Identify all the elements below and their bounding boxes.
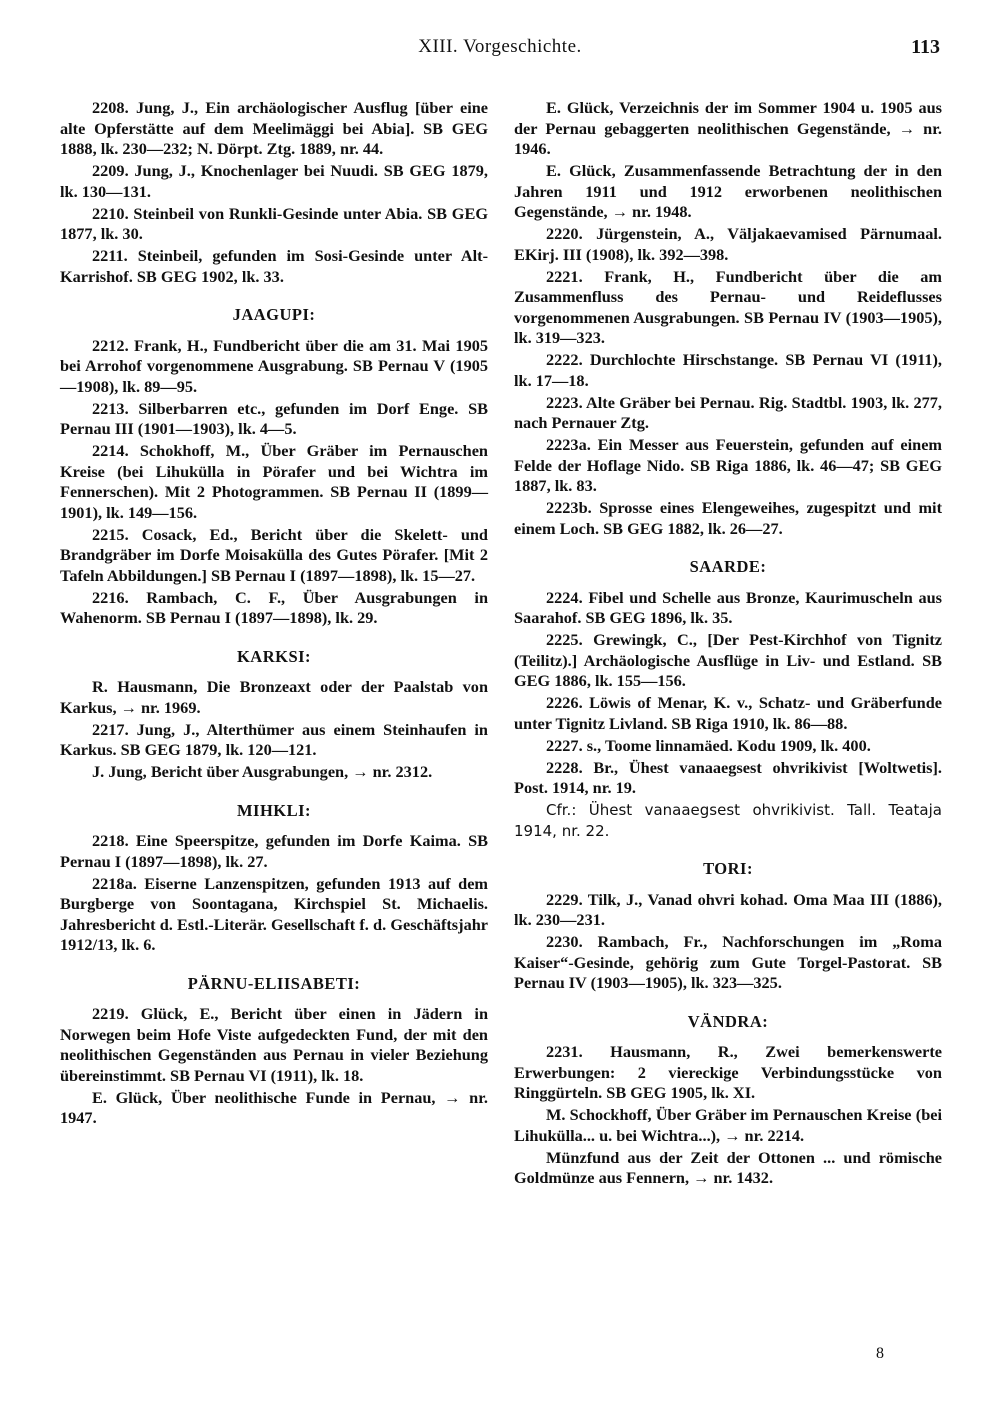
bibliography-entry: 2218. Eine Speerspitze, gefunden im Dorfe Kaima. SB Pernau I (1897—1898), lk. 27. [60,831,488,871]
bibliography-entry: 2212. Frank, H., Fundbericht über die am 31. Mai 1905 bei Arrohof vorgenommene Ausgrabung. SB Pernau V (1905—1908), lk. 89—95. [60,335,488,396]
bibliography-entry: 2221. Frank, H., Fundbericht über die am Zusammenfluss des Pernau- und Reideflusses vorgenommenen Ausgrabungen. SB Pernau IV (1903—1905), lk. 319—323. [514,266,942,347]
bibliography-entry: M. Schockhoff, Über Gräber im Pernauschen Kreise (bei Lihuküllа... u. bei Wichtra...), → nr. 2214. [514,1105,942,1145]
bibliography-entry: J. Jung, Bericht über Ausgrabungen, → nr. 2312. [92,762,433,781]
bibliography-entry: 2209. Jung, J., Knochenlager bei Nuudi. SB GEG 1879, lk. 130—131. [60,161,488,201]
bibliography-entry: E. Glück, Über neolithische Funde in Pernau, → nr. 1947. [60,1087,488,1127]
reference-note: Cfr.: Ühest vanaaegsest ohvrikivist. Tall. Teataja 1914, nr. 22. [514,801,942,840]
bibliography-entry: 2224. Fibel und Schelle aus Bronze, Kaurimuscheln aus Saarahof. SB GEG 1896, lk. 35. [514,587,942,627]
bibliography-entry: 2226. Löwis of Menar, K. v., Schatz- und Gräberfunde unter Tignitz Livland. SB Riga 1910, lk. 86—88. [514,693,942,733]
signature-mark: 8 [876,1345,884,1362]
bibliography-entry: 2219. Glück, E., Bericht über einen in Jädern in Norwegen beim Hofe Viste aufgedeckten Fund, der mit den neolithischen Gegenständen aus Pernau in vieler Beziehung übereinstimmt. SB Pernau VI (1911), lk. 18. [60,1004,488,1085]
bibliography-entry: 2217. Jung, J., Alterthümer aus einem Steinhaufen in Karkus. SB GEG 1879, lk. 120—121. [60,719,488,759]
section-heading: SAARDE: [689,557,767,576]
bibliography-entry: 2230. Rambach, Fr., Nachforschungen im „Roma Kaiser“-Gesinde, gehörig zum Gute Torgel-Pastorat. SB Pernau IV (1903—1905), lk. 323—325. [514,932,942,992]
bibliography-entry: 2216. Rambach, C. F., Über Ausgrabungen in Wahenorm. SB Pernau I (1897—1898), lk. 29. [60,587,488,627]
running-title: XIII. Vorgeschichte. [418,36,582,57]
left-column [60,98,488,1130]
bibliography-entry: Münzfund aus der Zeit der Ottonen ... und römische Goldmünze aus Fennern, → nr. 1432. [514,1147,942,1187]
page-header [60,36,940,66]
bibliography-entry: E. Glück, Zusammenfassende Betrachtung der in den Jahren 1911 und 1912 erworbenen neolithischen Gegenstände, → nr. 1948. [514,161,942,221]
section-heading: VÄNDRA: [687,1011,769,1031]
bibliography-entry: 2214. Schokhoff, M., Über Gräber im Pernauschen Kreise (bei Lihuküllа in Pörafer und bei Wichtra im Fennerschen). Mit 2 Photogrammen. SB Pernau II (1899—1901), lk. 149—156. [60,441,488,522]
section-heading: MIHKLI: [236,800,312,820]
bibliography-entry: 2210. Steinbeil von Runkli-Gesinde unter Abia. SB GEG 1877, lk. 30. [60,203,488,243]
bibliography-entry: 2223a. Ein Messer aus Feuerstein, gefunden auf einem Felde der Hoflage Nido. SB Riga 1886, lk. 46—47; SB GEG 1887, lk. 83. [514,435,942,495]
bibliography-entry: 2222. Durchlochte Hirschstange. SB Pernau VI (1911), lk. 17—18. [514,350,942,390]
bibliography-entry: 2228. Br., Ühest vanaaegsest ohvrikivist [Woltwetis]. Post. 1914, nr. 19. [514,757,942,797]
section-heading: KARKSI: [236,646,312,666]
bibliography-entry: 2223. Alte Gräber bei Pernau. Rig. Stadtbl. 1903, lk. 277, nach Pernauer Ztg. [514,392,942,432]
bibliography-entry: 2218a. Eiserne Lanzenspitzen, gefunden 1913 auf dem Burgberge von Soontagana, Kirchspiel St. Michaelis. Jahresbericht d. Estl.-Literär. Gesellschaft f. d. Geschäftsjahr 1912/13, lk. 6. [60,873,488,954]
bibliography-entry: 2211. Steinbeil, gefunden im Sosi-Gesinde unter Alt-Karrishof. SB GEG 1902, lk. 33. [60,246,488,286]
section-heading: PÄRNU-ELIISABETI: [187,973,361,993]
right-column [514,98,942,1190]
bibliography-entry: 2208. Jung, J., Ein archäologischer Ausflug [über eine alte Opferstätte auf dem Meelimäggi bei Abia]. SB GEG 1888, lk. 230—232; N. Dörpt. Ztg. 1889, nr. 44. [60,98,488,158]
page-number: 113 [911,36,940,58]
bibliography-entry: 2229. Tilk, J., Vanad ohvri kohad. Oma Maa III (1886), lk. 230—231. [514,889,942,929]
bibliography-entry: 2215. Cosack, Ed., Bericht über die Skelett- und Brandgräber im Dorfe Moisaküllа des Gutes Pörafer. [Mit 2 Tafeln Abbildungen.] SB Pernau I (1897—1898), lk. 15—27. [60,524,488,585]
bibliography-entry: 2220. Jürgenstein, A., Väljakaevamised Pärnumaal. EKirj. III (1908), lk. 392—398. [514,224,942,264]
bibliography-entry: 2213. Silberbarren etc., gefunden im Dorf Enge. SB Pernau III (1901—1903), lk. 4—5. [60,398,488,438]
bibliography-entry: 2231. Hausmann, R., Zwei bemerkenswerte Erwerbungen: 2 viereckige Verbindungsstücke von Ringgürteln. SB GEG 1905, lk. XI. [514,1042,942,1102]
section-heading: JAAGUPI: [232,305,316,324]
bibliography-entry: 2227. s., Toome linnamäed. Kodu 1909, lk. 400. [546,735,871,755]
section-heading: TORI: [703,859,753,878]
bibliography-entry: R. Hausmann, Die Bronzeaxt oder der Paalstab von Karkus, → nr. 1969. [60,677,488,717]
bibliography-entry: 2223b. Sprosse eines Elengeweihes, zugespitzt und mit einem Loch. SB GEG 1882, lk. 26—27. [514,498,942,538]
bibliography-entry: E. Glück, Verzeichnis der im Sommer 1904 u. 1905 aus der Pernau gebaggerten neolithischen Gegenstände, → nr. 1946. [514,98,942,158]
bibliography-entry: 2225. Grewingk, C., [Der Pest-Kirchhof von Tignitz (Teilitz).] Archäologische Ausflüge in Liv- und Estland. SB GEG 1886, lk. 155—156. [514,630,942,690]
